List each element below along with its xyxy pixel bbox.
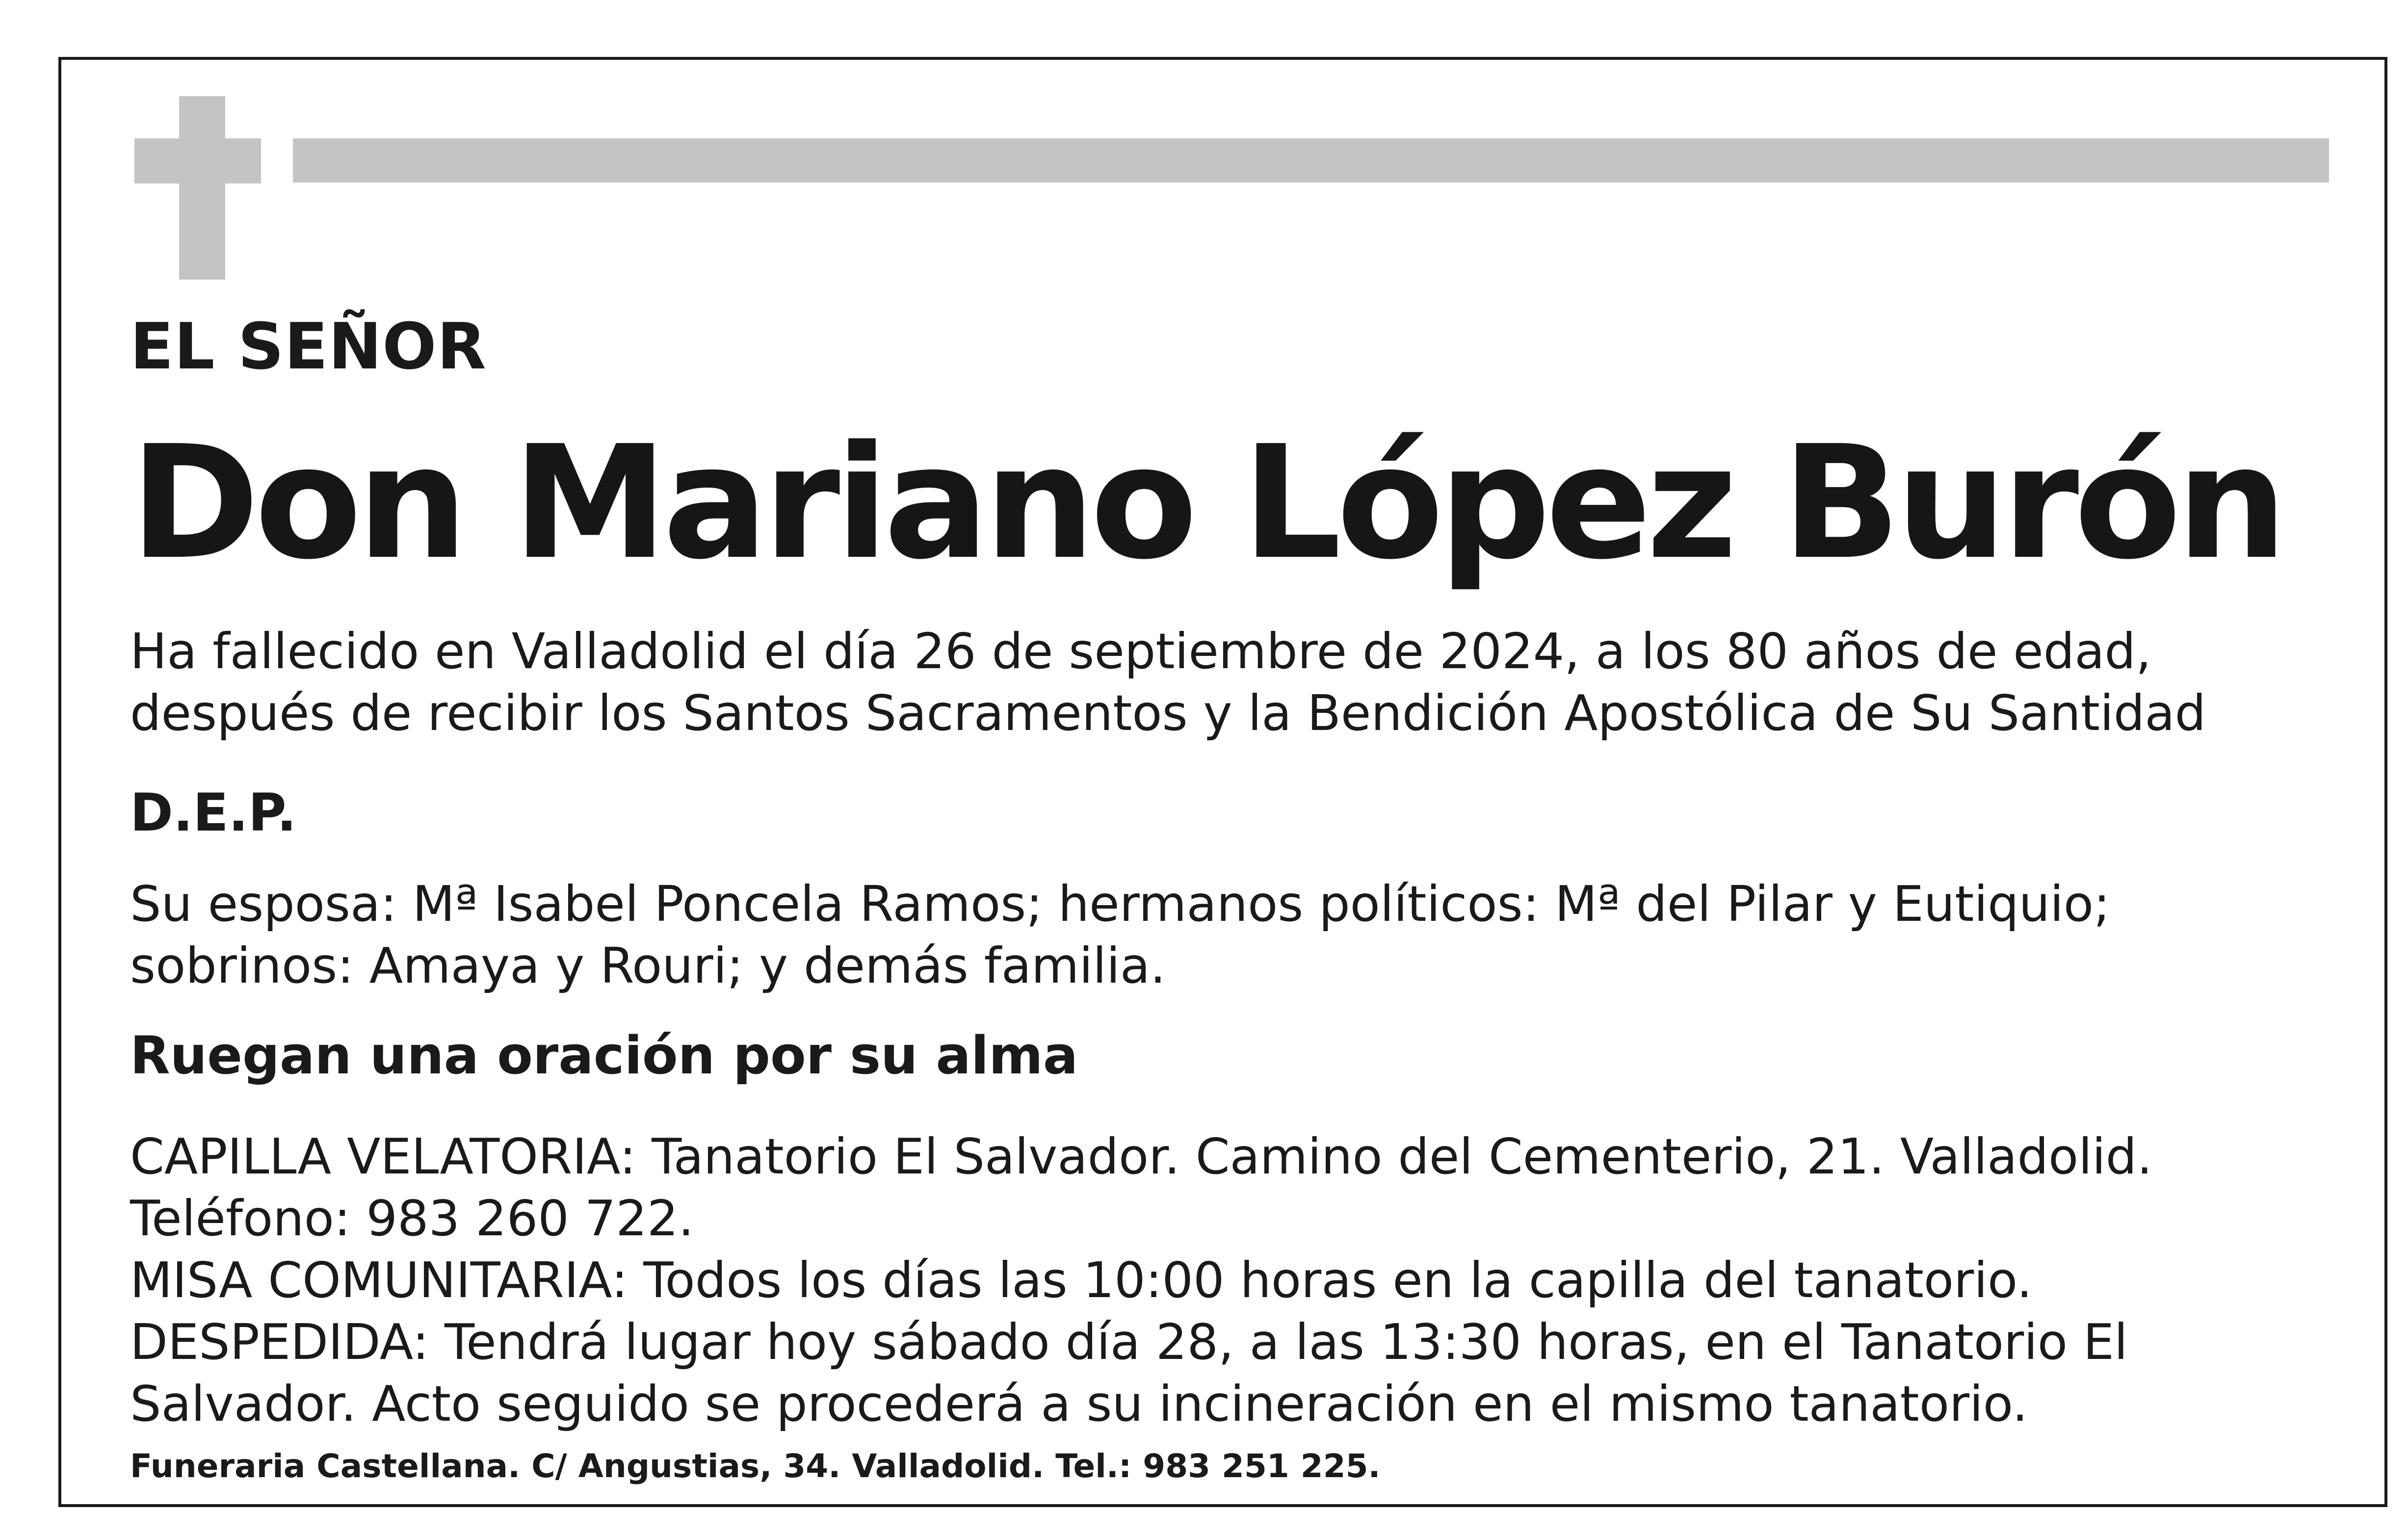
services-line: DESPEDIDA: Tendrá lugar hoy sábado día 28, a las 13:30 horas, en el Tanatorio El (130, 1313, 2128, 1371)
announcement-line: Ha fallecido en Valladolid el día 26 de septiembre de 2024, a los 80 años de edad, (130, 623, 2151, 680)
cross-icon-horizontal (134, 138, 261, 183)
rip-label: D.E.P. (130, 782, 297, 843)
services-line: CAPILLA VELATORIA: Tanatorio El Salvador. Camino del Cementerio, 21. Valladolid. (130, 1128, 2153, 1185)
family-line: Su esposa: Mª Isabel Poncela Ramos; hermanos políticos: Mª del Pilar y Eutiquio; (130, 875, 2110, 933)
services-line: MISA COMUNITARIA: Todos los días las 10:00 horas en la capilla del tanatorio. (130, 1251, 2033, 1309)
announcement-line: después de recibir los Santos Sacramentos y la Bendición Apostólica de Su Santidad (130, 684, 2206, 742)
announcement-paragraph (130, 621, 2206, 744)
deceased-name: Don Mariano López Burón (130, 412, 2283, 594)
cross-icon-vertical (179, 96, 225, 280)
services-line: Salvador. Acto seguido se procederá a su incineración en el mismo tanatorio. (130, 1375, 2028, 1433)
family-paragraph (130, 873, 2110, 997)
services-line: Teléfono: 983 260 722. (130, 1190, 694, 1247)
heading-title: EL SEÑOR (130, 309, 487, 384)
prayer-request: Ruegan una oración por su alma (130, 1025, 1078, 1086)
services-paragraph (130, 1126, 2152, 1435)
funeral-home-footer: Funeraria Castellana. C/ Angustias, 34. Valladolid. Tel.: 983 251 225. (130, 1447, 1381, 1485)
header-rule (293, 138, 2329, 182)
family-line: sobrinos: Amaya y Rouri; y demás familia. (130, 937, 1166, 994)
